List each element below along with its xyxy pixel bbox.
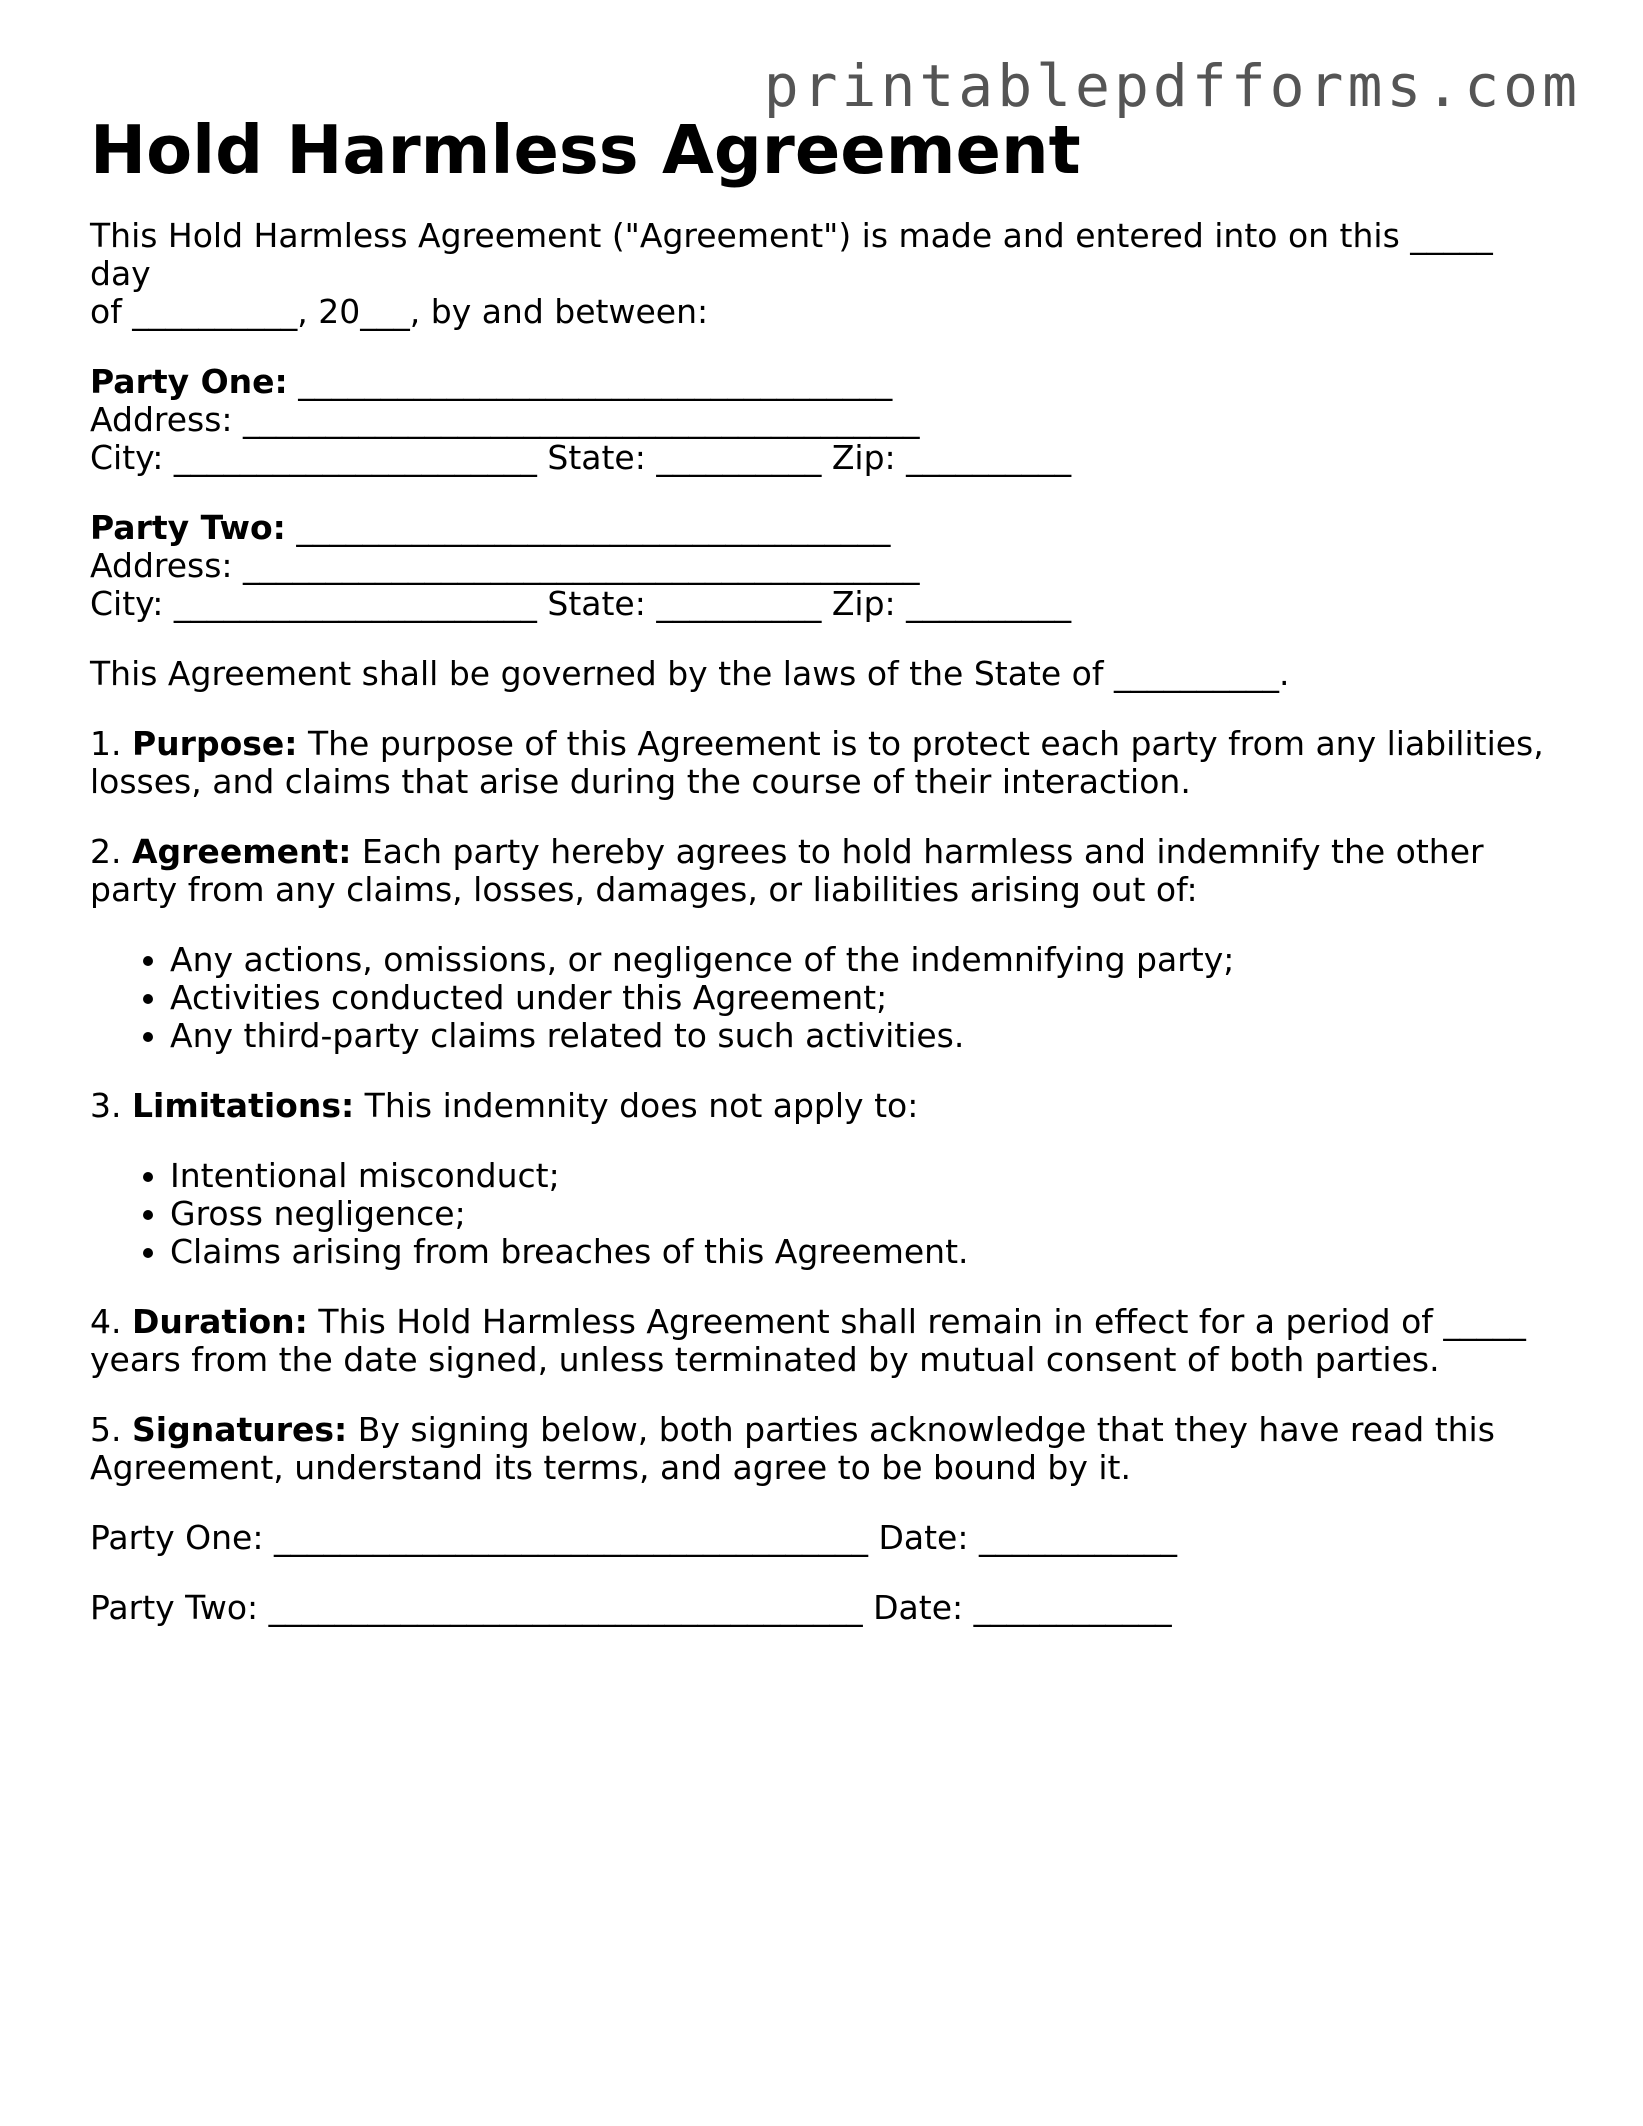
section-duration	[90, 1303, 1550, 1379]
section-number: 2.	[90, 832, 122, 871]
party-two-city-state-zip: City: ______________________ State: __________ Zip: __________	[90, 584, 1072, 623]
section-text: The purpose of this Agreement is to protect each party from any liabilities, losses, and claims that arise during the course of their interaction.	[90, 724, 1544, 801]
signature-line-party-two: Party Two: ____________________________________ Date: ____________	[90, 1588, 1172, 1627]
section-heading: Purpose:	[132, 724, 298, 763]
section-agreement	[90, 833, 1550, 909]
party-two-address: Address: _________________________________________	[90, 546, 920, 585]
section-heading: Agreement:	[132, 832, 352, 871]
section-limitations	[90, 1087, 1550, 1125]
list-item: • Any third-party claims related to such activities.	[170, 1017, 1550, 1055]
list-item: • Activities conducted under this Agreement;	[170, 979, 1550, 1017]
party-one-name-line	[90, 363, 1550, 401]
intro-paragraph	[90, 217, 1550, 331]
list-item: • Any actions, omissions, or negligence of the indemnifying party;	[170, 941, 1550, 979]
section-heading: Signatures:	[132, 1410, 348, 1449]
section-text: Each party hereby agrees to hold harmless and indemnify the other party from any claims, losses, damages, or liabilities arising out of:	[90, 832, 1484, 909]
limitations-bullet-list	[90, 1157, 1550, 1271]
list-item: • Intentional misconduct;	[170, 1157, 1550, 1195]
section-signatures	[90, 1411, 1550, 1487]
agreement-document	[90, 110, 1550, 1627]
signature-line-party-one: Party One: ____________________________________ Date: ____________	[90, 1518, 1177, 1557]
party-one-name-blank: ____________________________________	[287, 362, 893, 401]
section-heading: Limitations:	[132, 1086, 355, 1125]
party-two-block	[90, 509, 1550, 623]
party-one-address: Address: _________________________________________	[90, 400, 920, 439]
party-one-city-state-zip: City: ______________________ State: __________ Zip: __________	[90, 438, 1072, 477]
party-two-label: Party Two:	[90, 508, 286, 547]
governing-law: This Agreement shall be governed by the laws of the State of __________.	[90, 654, 1290, 693]
section-number: 3.	[90, 1086, 122, 1125]
agreement-bullet-list	[90, 941, 1550, 1055]
list-item: • Gross negligence;	[170, 1195, 1550, 1233]
party-one-block	[90, 363, 1550, 477]
intro-line-1: This Hold Harmless Agreement ("Agreement") is made and entered into on this _____ day	[90, 216, 1493, 293]
section-text: This indemnity does not apply to:	[354, 1086, 919, 1125]
party-two-name-line	[90, 509, 1550, 547]
section-purpose	[90, 725, 1550, 801]
intro-line-2: of __________, 20___, by and between:	[90, 292, 709, 331]
section-number: 4.	[90, 1302, 122, 1341]
party-two-name-blank: ____________________________________	[285, 508, 891, 547]
section-number: 5.	[90, 1410, 122, 1449]
list-item: • Claims arising from breaches of this Agreement.	[170, 1233, 1550, 1271]
section-text: This Hold Harmless Agreement shall remain in effect for a period of _____ years from the date signed, unless terminated by mutual consent of both parties.	[90, 1302, 1526, 1379]
party-one-label: Party One:	[90, 362, 288, 401]
section-number: 1.	[90, 724, 122, 763]
section-text: By signing below, both parties acknowledge that they have read this Agreement, understand its terms, and agree to be bound by it.	[90, 1410, 1495, 1487]
site-watermark: printablepdfforms.com	[763, 52, 1581, 120]
section-heading: Duration:	[132, 1302, 308, 1341]
document-title: Hold Harmless Agreement	[90, 111, 1081, 189]
